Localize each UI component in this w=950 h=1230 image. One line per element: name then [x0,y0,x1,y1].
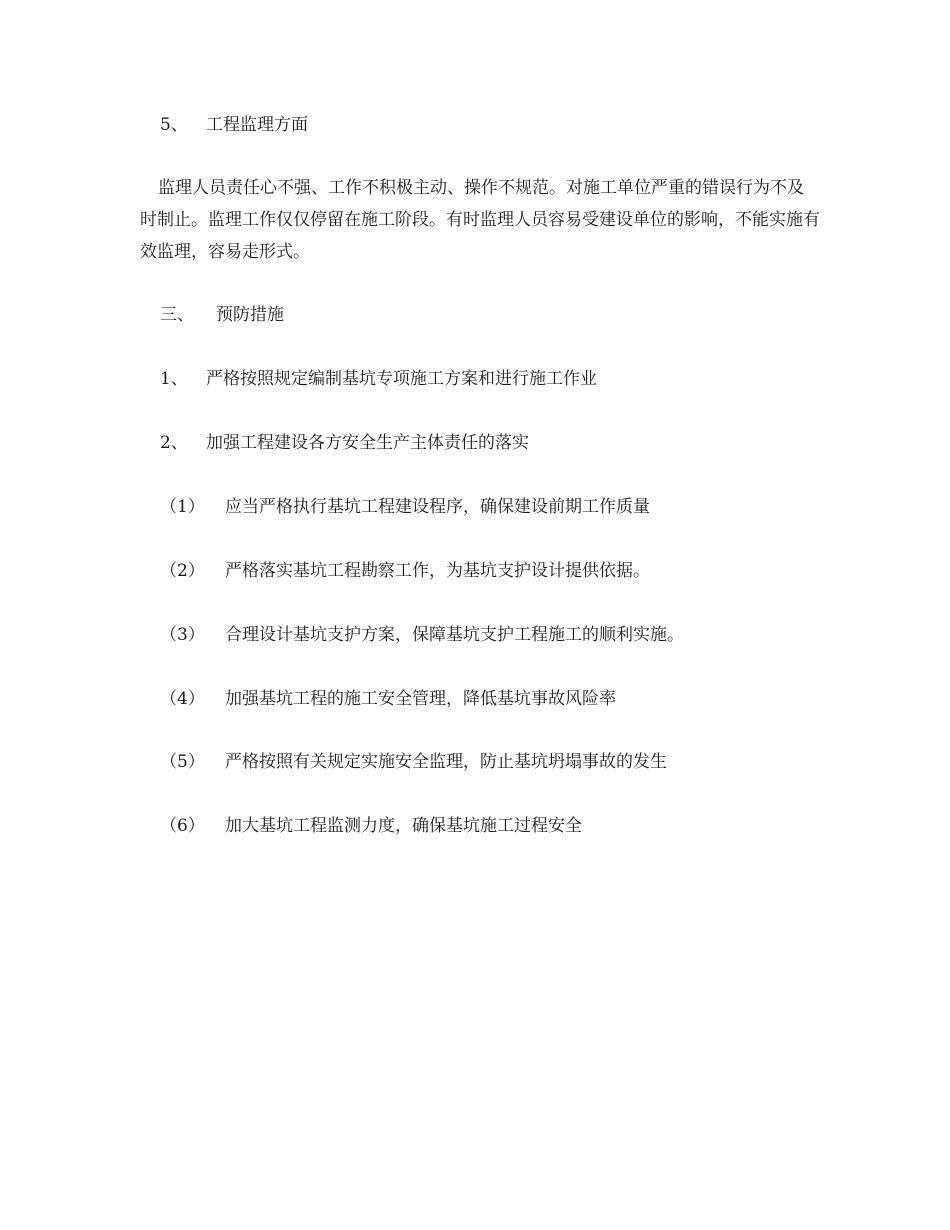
list-item-1 [160,368,597,390]
list-item-number: 1、 [160,369,188,389]
list-item-2 [160,432,529,454]
sub-item-number: （4） [160,689,205,709]
sub-item-text: 应当严格执行基坑工程建设程序，确保建设前期工作质量 [225,497,650,517]
sub-item-number: （1） [160,497,205,517]
section-number: 三、 [160,305,194,325]
list-item-number: 2、 [160,433,188,453]
sub-item-3 [160,624,684,646]
sub-item-number: （6） [160,816,205,836]
sub-item-text: 合理设计基坑支护方案，保障基坑支护工程施工的顺利实施。 [225,625,684,645]
sub-item-6 [160,815,582,837]
sub-item-text: 严格按照有关规定实施安全监理，防止基坑坍塌事故的发生 [225,752,667,772]
heading-supervision [160,114,308,136]
sub-item-1 [160,496,650,518]
sub-item-2 [160,560,650,582]
sub-item-5 [160,751,667,773]
section-text: 预防措施 [216,305,284,325]
heading-number: 5、 [160,115,188,135]
section-heading-prevention [160,304,284,326]
sub-item-number: （5） [160,752,205,772]
sub-item-text: 加强基坑工程的施工安全管理，降低基坑事故风险率 [225,689,616,709]
sub-item-text: 严格落实基坑工程勘察工作，为基坑支护设计提供依据。 [225,561,650,581]
supervision-paragraph: 监理人员责任心不强、工作不积极主动、操作不规范。对施工单位严重的错误行为不及时制止。监理工作仅仅停留在施工阶段。有时监理人员容易受建设单位的影响，不能实施有效监理，容易走形式。 [140,178,820,262]
heading-text: 工程监理方面 [206,115,308,135]
list-item-text: 严格按照规定编制基坑专项施工方案和进行施工作业 [206,369,597,389]
list-item-text: 加强工程建设各方安全生产主体责任的落实 [206,433,529,453]
sub-item-4 [160,688,616,710]
sub-item-number: （2） [160,561,205,581]
sub-item-number: （3） [160,625,205,645]
sub-item-text: 加大基坑工程监测力度，确保基坑施工过程安全 [225,816,582,836]
